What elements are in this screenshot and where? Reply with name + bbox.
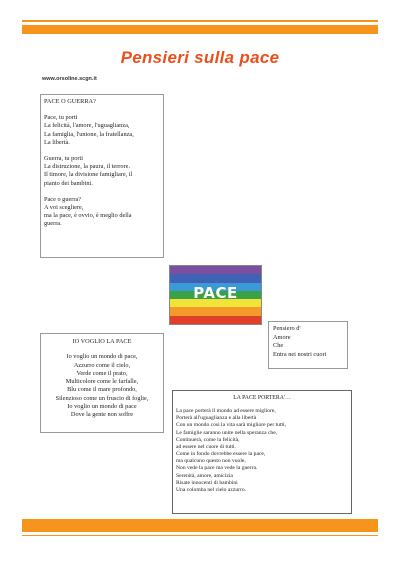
poem-line: Porterà all'uguaglianza e alla libertà [176,415,257,422]
poem-title: IO VOGLIO LA PACE [72,338,132,345]
top-orange-line [22,20,378,22]
acrostic-line: Amore [273,333,291,341]
rainbow-peace-flag [169,265,262,325]
bottom-orange-bar [22,519,378,532]
flag-stripe [170,316,261,324]
acrostic-line: Pensiero d' [273,325,301,332]
poem-line: ad essere nel cuore di tutti. [176,443,236,450]
website-url: www.orsoline.scgn.it [42,76,97,82]
poem-line: Pace, tu porti [44,114,78,122]
poem-line: Io voglio un mondo di pace [67,403,137,411]
poem-pace-o-guerra [40,94,164,258]
flag-stripe [170,274,261,282]
poem-line: Le famiglie saranno unite nella speranza che, [176,429,278,436]
poem-line: Risate innocenti di bambini [176,479,238,486]
poem-line: ma qualcuno questo non vuole, [176,458,246,465]
acrostic-line: Che [273,342,284,350]
acrostic-pace [268,321,348,369]
page-title: Pensieri sulla pace [120,48,280,67]
poem-line: pianto dei bambini. [44,179,93,187]
poem-line: Io voglio un mondo di pace, [66,353,138,361]
poem-line: Continuerà, come la felicità, [176,436,240,443]
poem-line: La distruzione, la paura, il terrore. [44,163,131,171]
poem-line: Azzurro come il cielo, [73,361,131,369]
poem-line: La pace porterà il mondo ad essere migliore, [176,408,276,415]
poem-line: Blu come il mare profondo, [67,386,137,394]
poem-line: Guerra, tu porti [44,155,83,163]
poem-line: Multicolore come le farfalle, [65,378,139,386]
poem-title: LA PACE PORTERA'… [233,395,291,401]
poem-line: A voi scegliere, [44,204,84,212]
poem-line: ma la pace, è ovvio, è meglio della [44,212,132,220]
poem-line: Il timore, la divisione famigliare, il [44,171,133,179]
poem-la-pace-portera [172,390,352,514]
poem-line: Come in fondo dovrebbe essere la pace, [176,451,266,458]
poem-io-voglio-la-pace [40,333,164,433]
poem-line: La libertà. [44,138,70,146]
flag-stripe [170,307,261,315]
poem-line: PACE O GUERRA? [44,98,96,105]
poem-line: Non vede la pace ma vede la guerra. [176,465,258,472]
bottom-orange-line [22,535,378,536]
poem-line: Una colomba nel cielo azzurro. [176,486,247,493]
poem-line: guerra. [44,220,62,228]
flag-stripe [170,266,261,274]
poem-line: Serenità, amore, amicizia [176,472,233,479]
flag-label: PACE [193,284,238,302]
poem-line: Pace o guerra? [44,195,82,203]
acrostic-line: Entra nei nostri cuori [273,350,327,358]
poem-line: Con un mondo così la vita sarà migliore per tutti, [176,422,286,429]
poem-line: La famiglia, l'unione, la fratellanza, [44,130,134,138]
poem-line: Dove la gente non soffre [70,411,134,419]
poem-line: Silenzioso come un fruscio di foglie, [55,394,149,402]
poem-line: Verde come il prato, [76,369,128,377]
poem-line: La felicità, l'amore, l'uguaglianza, [44,122,130,130]
top-orange-bar [22,24,378,34]
